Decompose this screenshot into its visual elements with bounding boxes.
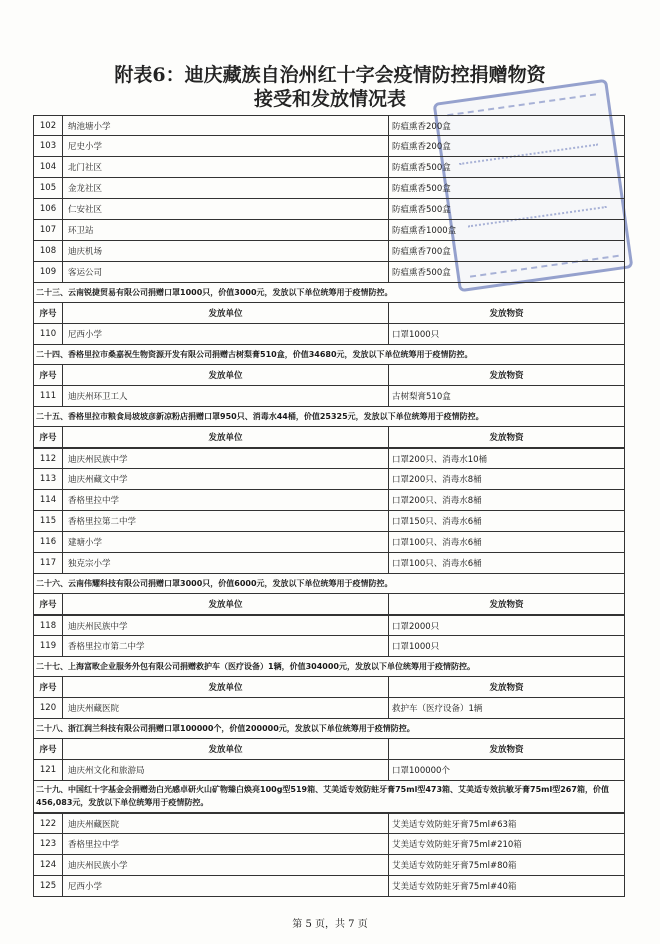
cell-no: 125: [34, 876, 63, 896]
cell-unit: 北门社区: [63, 157, 389, 177]
header-no: 序号: [34, 594, 63, 614]
cell-item: 防瘟熏香1000盒: [392, 226, 457, 236]
header-item: 发放物资: [489, 683, 524, 693]
cell-item: 防瘟熏香500盒: [392, 184, 451, 194]
table-row: [33, 490, 625, 511]
cell-unit: 迪庆机场: [63, 241, 389, 261]
table-row: [33, 553, 625, 574]
cell-no: 102: [34, 116, 63, 135]
section-heading: 二十七、上海富畋企业服务外包有限公司捐赠救护车（医疗设备）1辆，价值304000元，发放以下单位统筹用于疫情防控。: [33, 657, 625, 677]
cell-no: 114: [34, 490, 63, 510]
table-row: [33, 615, 625, 636]
table-row: [33, 262, 625, 283]
table-row: [33, 220, 625, 241]
header-item: 发放物资: [489, 433, 524, 443]
cell-item: 口罩200只、消毒水10桶: [392, 454, 488, 465]
cell-item: 口罩150只、消毒水6桶: [392, 517, 482, 527]
table-row: [33, 698, 625, 719]
header-unit: 发放单位: [63, 365, 389, 385]
section-heading: 二十五、香格里拉市粮食局坡坡彦新凉粉店捐赠口罩950只、消毒水44桶，价值25325元，发放以下单位统筹用于疫情防控。: [33, 407, 625, 427]
section-heading: 二十八、浙江润兰科技有限公司捐赠口罩100000个，价值200000元，发放以下单位统筹用于疫情防控。: [33, 719, 625, 739]
header-no: 序号: [34, 427, 63, 447]
table-header-row: [33, 739, 625, 760]
section-heading: 二十三、云南锐捷贸易有限公司捐赠口罩1000只，价值3000元，发放以下单位统筹用于疫情防控。: [33, 283, 625, 303]
cell-no: 118: [34, 616, 63, 635]
header-unit: 发放单位: [63, 739, 389, 759]
cell-item: 口罩200只、消毒水8桶: [392, 496, 482, 506]
header-unit: 发放单位: [63, 427, 389, 447]
cell-item: 口罩100只、消毒水6桶: [392, 559, 482, 569]
cell-item: 防瘟熏香500盒: [392, 163, 451, 173]
cell-item: 口罩100只、消毒水6桶: [392, 538, 482, 548]
cell-no: 122: [34, 814, 63, 833]
header-item: 发放物资: [489, 745, 524, 755]
header-no: 序号: [34, 677, 63, 697]
table-row: [33, 157, 625, 178]
donation-table: [33, 115, 625, 897]
cell-unit: 客运公司: [63, 262, 389, 282]
table-row: [33, 241, 625, 262]
table-row: [33, 855, 625, 876]
cell-item: 艾美适专效防蛀牙膏75ml#210箱: [392, 840, 522, 850]
cell-unit: 迪庆州环卫工人: [63, 386, 389, 406]
cell-no: 110: [34, 324, 63, 344]
cell-unit: 香格里拉市第二中学: [63, 636, 389, 656]
cell-no: 106: [34, 199, 63, 219]
cell-no: 108: [34, 241, 63, 261]
cell-unit: 仁安社区: [63, 199, 389, 219]
cell-no: 103: [34, 136, 63, 156]
cell-no: 105: [34, 178, 63, 198]
header-unit: 发放单位: [63, 303, 389, 323]
cell-unit: 香格里拉中学: [63, 834, 389, 854]
table-row: [33, 115, 625, 136]
table-row: [33, 324, 625, 345]
table-row: [33, 448, 625, 469]
table-header-row: [33, 365, 625, 386]
cell-item: 艾美适专效防蛀牙膏75ml#80箱: [392, 861, 517, 871]
cell-no: 111: [34, 386, 63, 406]
header-unit: 发放单位: [63, 594, 389, 614]
table-row: [33, 636, 625, 657]
header-item: 发放物资: [489, 309, 524, 319]
table-row: [33, 876, 625, 897]
table-row: [33, 511, 625, 532]
cell-no: 123: [34, 834, 63, 854]
cell-no: 120: [34, 698, 63, 718]
cell-unit: 尼史小学: [63, 136, 389, 156]
cell-no: 107: [34, 220, 63, 240]
cell-no: 104: [34, 157, 63, 177]
cell-item: 古树梨膏510盒: [392, 392, 451, 402]
section-heading: 二十六、云南伟耀科技有限公司捐赠口罩3000只，价值6000元，发放以下单位统筹用于疫情防控。: [33, 574, 625, 594]
table-row: [33, 469, 625, 490]
cell-item: 口罩2000只: [392, 621, 440, 632]
table-row: [33, 834, 625, 855]
cell-unit: 迪庆州藏文中学: [63, 469, 389, 489]
table-row: [33, 813, 625, 834]
cell-item: 艾美适专效防蛀牙膏75ml#40箱: [392, 882, 517, 892]
cell-item: 口罩1000只: [392, 642, 440, 652]
section-heading: 二十九、中国红十字基金会捐赠劲白光感卓研火山矿物臻白焕亮100g型519箱、艾美适专效防蛀牙膏75ml型473箱、艾美适专效抗敏牙膏75ml型267箱，价值456,083元，发放以下单位统筹用于疫情防控。: [33, 781, 625, 813]
document-subtitle: 接受和发放情况表: [253, 88, 406, 110]
cell-no: 112: [34, 449, 63, 468]
cell-unit: 迪庆州文化和旅游局: [63, 760, 389, 780]
cell-no: 119: [34, 636, 63, 656]
cell-no: 121: [34, 760, 63, 780]
header-item: 发放物资: [489, 371, 524, 381]
cell-no: 113: [34, 469, 63, 489]
table-row: [33, 136, 625, 157]
table-header-row: [33, 677, 625, 698]
table-header-row: [33, 427, 625, 448]
cell-unit: 尼西小学: [63, 324, 389, 344]
cell-unit: 迪庆州民族小学: [63, 855, 389, 875]
cell-item: 口罩200只、消毒水8桶: [392, 475, 482, 485]
cell-unit: 尼西小学: [63, 876, 389, 896]
cell-no: 116: [34, 532, 63, 552]
table-row: [33, 386, 625, 407]
table-row: [33, 199, 625, 220]
header-item: 发放物资: [489, 600, 524, 610]
cell-item: 防瘟熏香700盒: [392, 247, 451, 257]
cell-item: 口罩1000只: [392, 330, 440, 340]
cell-unit: 香格里拉第二中学: [63, 511, 389, 531]
cell-unit: 迪庆州民族中学: [63, 616, 389, 635]
table-row: [33, 532, 625, 553]
cell-no: 117: [34, 553, 63, 573]
cell-item: 防瘟熏香500盒: [392, 205, 451, 215]
cell-unit: 独克宗小学: [63, 553, 389, 573]
cell-unit: 迪庆州民族中学: [63, 449, 389, 468]
header-unit: 发放单位: [63, 677, 389, 697]
table-header-row: [33, 303, 625, 324]
cell-unit: 环卫站: [63, 220, 389, 240]
page-number: 第 5 页，共 7 页: [292, 919, 368, 930]
cell-item: 救护车（医疗设备）1辆: [392, 704, 483, 714]
table-row: [33, 760, 625, 781]
cell-no: 109: [34, 262, 63, 282]
cell-item: 防瘟熏香200盒: [392, 142, 451, 152]
cell-item: 艾美适专效防蛀牙膏75ml#63箱: [392, 819, 517, 830]
cell-item: 口罩100000个: [392, 766, 450, 776]
cell-unit: 迪庆州藏医院: [63, 814, 389, 833]
cell-unit: 迪庆州藏医院: [63, 698, 389, 718]
cell-unit: 香格里拉中学: [63, 490, 389, 510]
section-heading: 二十四、香格里拉市桑嘉祝生物资源开发有限公司捐赠古树梨膏510盒，价值34680元，发放以下单位统筹用于疫情防控。: [33, 345, 625, 365]
table-row: [33, 178, 625, 199]
document-title: 附表6：迪庆藏族自治州红十字会疫情防控捐赠物资: [114, 64, 546, 86]
cell-item: 防瘟熏香200盒: [392, 121, 451, 132]
header-no: 序号: [34, 739, 63, 759]
cell-unit: 金龙社区: [63, 178, 389, 198]
cell-unit: 纳池塘小学: [63, 116, 389, 135]
header-no: 序号: [34, 365, 63, 385]
cell-no: 115: [34, 511, 63, 531]
cell-no: 124: [34, 855, 63, 875]
cell-item: 防瘟熏香500盒: [392, 268, 451, 278]
cell-unit: 建塘小学: [63, 532, 389, 552]
table-header-row: [33, 594, 625, 615]
header-no: 序号: [34, 303, 63, 323]
